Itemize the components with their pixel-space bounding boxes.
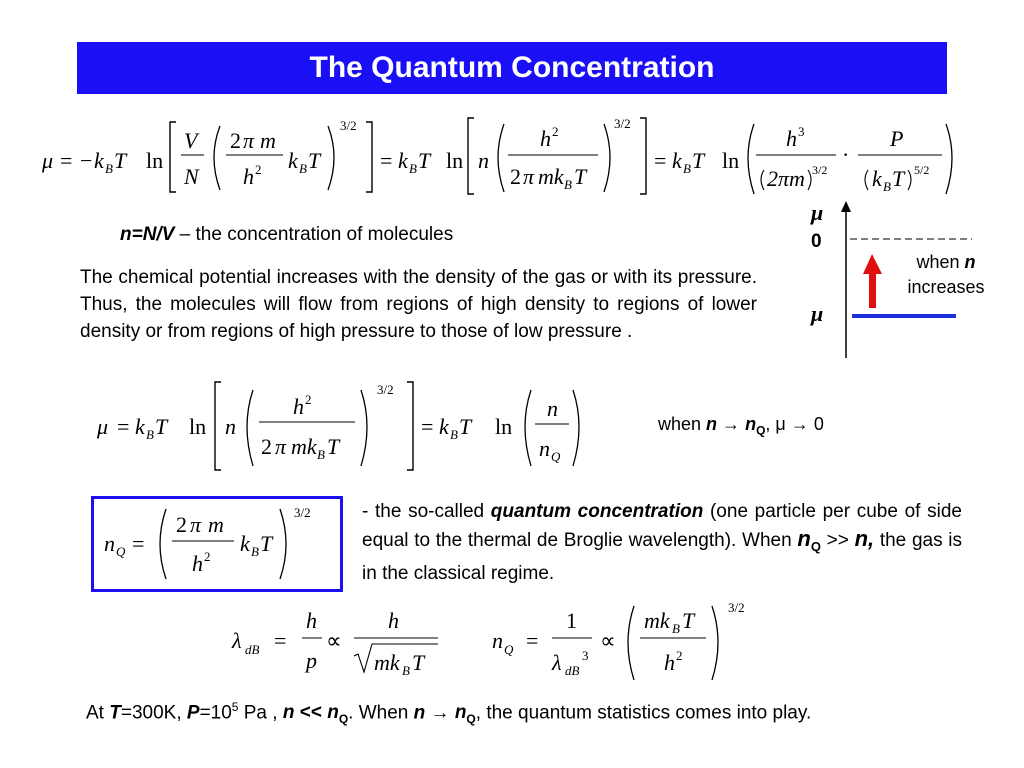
limit-statement	[658, 414, 824, 438]
svg-text:p: p	[306, 648, 317, 673]
svg-text:−: −	[80, 148, 93, 173]
bottom-ll: <<	[294, 702, 328, 724]
svg-text:2πm: 2πm	[767, 166, 805, 191]
increases-text: increases	[907, 277, 985, 297]
svg-text:2: 2	[176, 512, 187, 537]
equation-de-broglie	[230, 598, 760, 690]
svg-text:h: h	[306, 608, 317, 633]
svg-text:3/2: 3/2	[812, 163, 828, 177]
svg-text:μ: μ	[42, 148, 54, 173]
svg-text:5/2: 5/2	[914, 163, 930, 177]
svg-text:2: 2	[261, 434, 272, 459]
equation-chemical-potential	[38, 112, 978, 202]
svg-text:Q: Q	[504, 642, 514, 657]
svg-text:B: B	[564, 177, 572, 192]
svg-text:B: B	[402, 663, 410, 678]
svg-text:1: 1	[566, 608, 577, 633]
limit-mu: μ	[775, 414, 786, 434]
qd-n: n,	[854, 526, 875, 551]
qd-quantum-concentration: quantum concentration	[490, 501, 704, 522]
quantum-concentration-box	[91, 496, 343, 592]
svg-text:k: k	[94, 148, 104, 173]
bottom-tail: , the quantum statistics comes into play.	[475, 702, 812, 724]
bottom-nq: n	[327, 702, 339, 724]
svg-text:π: π	[523, 164, 535, 189]
svg-text:n: n	[104, 531, 115, 556]
svg-text:n: n	[478, 148, 489, 173]
svg-text:T: T	[327, 434, 340, 459]
svg-text:2: 2	[230, 128, 241, 153]
mu-low-label: μ	[811, 301, 824, 326]
when-text: when	[916, 252, 965, 272]
svg-text:=: =	[117, 414, 130, 439]
svg-text:π: π	[190, 512, 202, 537]
svg-text:P: P	[890, 126, 904, 151]
svg-text:N: N	[184, 164, 199, 189]
bottom-p: P	[186, 702, 200, 724]
svg-text:mk: mk	[374, 650, 400, 675]
mu-top-label: μ	[811, 200, 824, 225]
bottom-pa: Pa ,	[238, 702, 283, 724]
svg-text:3/2: 3/2	[614, 116, 631, 131]
svg-text:k: k	[240, 531, 250, 556]
svg-text:n: n	[539, 436, 550, 461]
zero-label: 0	[811, 231, 822, 252]
nq-equation	[94, 499, 340, 589]
svg-text:2: 2	[510, 164, 521, 189]
svg-text:m: m	[260, 128, 276, 153]
limit-arrow-2: →	[785, 414, 814, 434]
svg-text:B: B	[450, 427, 458, 442]
equation-quantum-form	[95, 378, 595, 473]
svg-text:T: T	[308, 148, 321, 173]
limit-arrow: →	[717, 414, 746, 434]
svg-text:ln: ln	[495, 414, 513, 439]
bottom-n: n	[282, 702, 295, 724]
svg-text:mk: mk	[291, 434, 317, 459]
svg-text:λ: λ	[232, 628, 242, 653]
svg-text:T: T	[682, 608, 695, 633]
bottom-n2: n	[413, 702, 426, 724]
concentration-definition	[120, 221, 453, 248]
n-text: n	[964, 252, 976, 272]
svg-text:Q: Q	[551, 449, 561, 464]
svg-text:3/2: 3/2	[294, 505, 311, 520]
svg-text:n: n	[547, 396, 558, 421]
svg-text:=: =	[60, 148, 73, 173]
svg-text:B: B	[883, 179, 891, 194]
bottom-arrow: →	[425, 702, 455, 724]
room-temperature-statement	[86, 700, 811, 726]
svg-text:Q: Q	[116, 544, 126, 559]
svg-text:=: =	[421, 414, 434, 439]
svg-text:2: 2	[552, 124, 559, 139]
svg-text:=: =	[654, 148, 667, 173]
bottom-t: T	[109, 702, 121, 724]
svg-text:ln: ln	[722, 148, 740, 173]
svg-text:h: h	[664, 650, 675, 675]
svg-text:B: B	[317, 447, 325, 462]
chemical-potential-paragraph: The chemical potential increases with the density of the gas or with its pressure. Thus, the molecules will flow from regions of high density to regions of lower density or from regions of high pressure to those of low pressure .	[80, 267, 757, 342]
limit-n: n	[706, 414, 718, 434]
svg-text:B: B	[105, 161, 113, 176]
svg-text:μ: μ	[97, 414, 109, 439]
n-def-label: n=N/V	[120, 224, 175, 245]
svg-text:h: h	[540, 126, 551, 151]
svg-text:m: m	[208, 512, 224, 537]
bottom-p-val: =10	[199, 702, 232, 724]
quantum-concentration-description	[362, 498, 962, 587]
svg-text:dB: dB	[565, 663, 580, 678]
svg-text:T: T	[892, 166, 905, 191]
svg-text:k: k	[439, 414, 449, 439]
limit-zero: 0	[813, 414, 824, 434]
bottom-q-sub: Q	[338, 712, 349, 727]
svg-text:3/2: 3/2	[377, 382, 394, 397]
svg-text:k: k	[672, 148, 682, 173]
svg-text:T: T	[114, 148, 127, 173]
qd-part-1: - the so-called	[362, 501, 491, 522]
qd-part-2: (one particle per cube of side equal to the thermal de Broglie wavelength). When	[362, 501, 962, 551]
limit-nq: n	[745, 414, 757, 434]
qd-q-sub: Q	[810, 538, 821, 554]
qd-nq: n	[797, 526, 811, 551]
svg-text:2: 2	[305, 392, 312, 407]
svg-text:λ: λ	[552, 650, 562, 675]
svg-text:B: B	[409, 161, 417, 176]
svg-text:k: k	[398, 148, 408, 173]
svg-text:∝: ∝	[326, 628, 342, 653]
svg-text:mk: mk	[538, 164, 564, 189]
svg-text:3/2: 3/2	[728, 600, 745, 615]
title-bar	[77, 42, 947, 94]
svg-text:=: =	[526, 628, 539, 653]
n-def-text: – the concentration of molecules	[174, 224, 454, 245]
svg-text:=: =	[380, 148, 393, 173]
svg-text:π: π	[243, 128, 255, 153]
svg-text:k: k	[288, 148, 298, 173]
svg-text:·: ·	[842, 142, 850, 167]
svg-text:B: B	[672, 621, 680, 636]
svg-text:B: B	[146, 427, 154, 442]
qd-much-greater: >>	[820, 530, 855, 551]
svg-text:V: V	[184, 128, 198, 153]
svg-text:π: π	[275, 434, 287, 459]
svg-text:mk: mk	[644, 608, 670, 633]
svg-text:T: T	[574, 164, 587, 189]
svg-text:B: B	[251, 544, 259, 559]
svg-text:T: T	[155, 414, 168, 439]
svg-text:h: h	[192, 551, 203, 576]
svg-text:h: h	[293, 394, 304, 419]
svg-text:3/2: 3/2	[340, 118, 357, 133]
bottom-t-val: =300K,	[120, 702, 187, 724]
svg-text:T: T	[459, 414, 472, 439]
bottom-when: . When	[348, 702, 414, 724]
mu-axis-diagram	[800, 198, 1010, 363]
bottom-at: At	[86, 702, 110, 724]
svg-text:2: 2	[204, 549, 211, 564]
svg-text:k: k	[872, 166, 882, 191]
svg-text:T: T	[418, 148, 431, 173]
slide-title: The Quantum Concentration	[309, 51, 715, 84]
svg-text:B: B	[683, 161, 691, 176]
svg-text:2: 2	[255, 162, 262, 177]
svg-text:T: T	[260, 531, 273, 556]
bottom-q2-sub: Q	[466, 712, 476, 727]
svg-text:h: h	[388, 608, 399, 633]
svg-text:ln: ln	[446, 148, 464, 173]
svg-text:2: 2	[676, 648, 683, 663]
limit-comma: ,	[765, 414, 776, 434]
svg-text:n: n	[492, 628, 503, 653]
svg-text:T: T	[692, 148, 705, 173]
svg-text:∝: ∝	[600, 628, 616, 653]
svg-text:3: 3	[798, 124, 805, 139]
svg-text:dB: dB	[245, 642, 260, 657]
svg-text:=: =	[274, 628, 287, 653]
svg-text:k: k	[135, 414, 145, 439]
bottom-nq2: n	[454, 702, 467, 724]
when-n-increases-label	[893, 250, 999, 300]
svg-text:B: B	[299, 161, 307, 176]
svg-text:T: T	[412, 650, 425, 675]
svg-text:ln: ln	[189, 414, 207, 439]
qd-part-3: the gas is in the classical regime.	[362, 530, 963, 584]
bottom-p-exp: 5	[231, 700, 239, 714]
svg-text:3: 3	[582, 648, 589, 663]
svg-text:ln: ln	[146, 148, 164, 173]
svg-text:n: n	[225, 414, 236, 439]
svg-text:h: h	[786, 126, 797, 151]
svg-text:h: h	[243, 164, 254, 189]
limit-when: when	[658, 414, 707, 434]
limit-q-sub: Q	[756, 423, 766, 438]
svg-text:=: =	[132, 531, 145, 556]
